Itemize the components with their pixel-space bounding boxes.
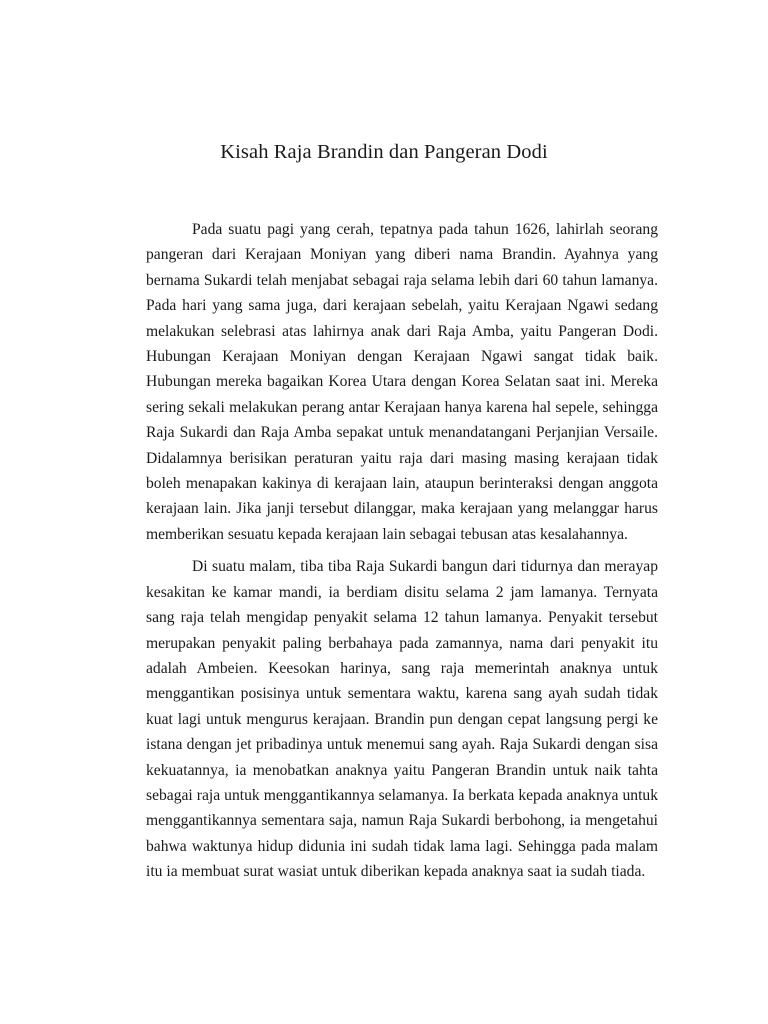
paragraph-1: Pada suatu pagi yang cerah, tepatnya pada tahun 1626, lahirlah seorang pangeran dari Kerajaan Moniyan yang diberi nama Brandin. Ayahnya yang bernama Sukardi telah menjabat sebagai raja selama lebih dari 60 tahun lamanya. Pada hari yang sama juga, dari kerajaan sebelah, yaitu Kerajaan Ngawi sedang melakukan selebrasi atas lahirnya anak dari Raja Amba, yaitu Pangeran Dodi. Hubungan Kerajaan Moniyan dengan Kerajaan Ngawi sangat tidak baik. Hubungan mereka bagaikan Korea Utara dengan Korea Selatan saat ini. Mereka sering sekali melakukan perang antar Kerajaan hanya karena hal sepele, sehingga Raja Sukardi dan Raja Amba sepakat untuk menandatangani Perjanjian Versaile. Didalamnya berisikan peraturan yaitu raja dari masing masing kerajaan tidak boleh menapakan kakinya di kerajaan lain, ataupun berinteraksi dengan anggota kerajaan lain. Jika janji tersebut dilanggar, maka kerajaan yang melanggar harus memberikan sesuatu kepada kerajaan lain sebagai tebusan atas kesalahannya. xyxy=(146,221,658,543)
document-body xyxy=(146,217,658,885)
document-title: Kisah Raja Brandin dan Pangeran Dodi xyxy=(220,141,548,163)
paragraph-2: Di suatu malam, tiba tiba Raja Sukardi bangun dari tidurnya dan merayap kesakitan ke kamar mandi, ia berdiam disitu selama 2 jam lamanya. Ternyata sang raja telah mengidap penyakit selama 12 tahun lamanya. Penyakit tersebut merupakan penyakit paling berbahaya pada zamannya, nama dari penyakit itu adalah Ambeien. Keesokan harinya, sang raja memerintah anaknya untuk menggantikan posisinya untuk sementara waktu, karena sang ayah sudah tidak kuat lagi untuk mengurus kerajaan. Brandin pun dengan cepat langsung pergi ke istana dengan jet pribadinya untuk menemui sang ayah. Raja Sukardi dengan sisa kekuatannya, ia menobatkan anaknya yaitu Pangeran Brandin untuk naik tahta sebagai raja untuk menggantikannya selamanya. Ia berkata kepada anaknya untuk menggantikannya sementara saja, namun Raja Sukardi berbohong, ia mengetahui bahwa waktunya hidup didunia ini sudah tidak lama lagi. Sehingga pada malam itu ia membuat surat wasiat untuk diberikan kepada anaknya saat ia sudah tiada. xyxy=(146,558,658,881)
